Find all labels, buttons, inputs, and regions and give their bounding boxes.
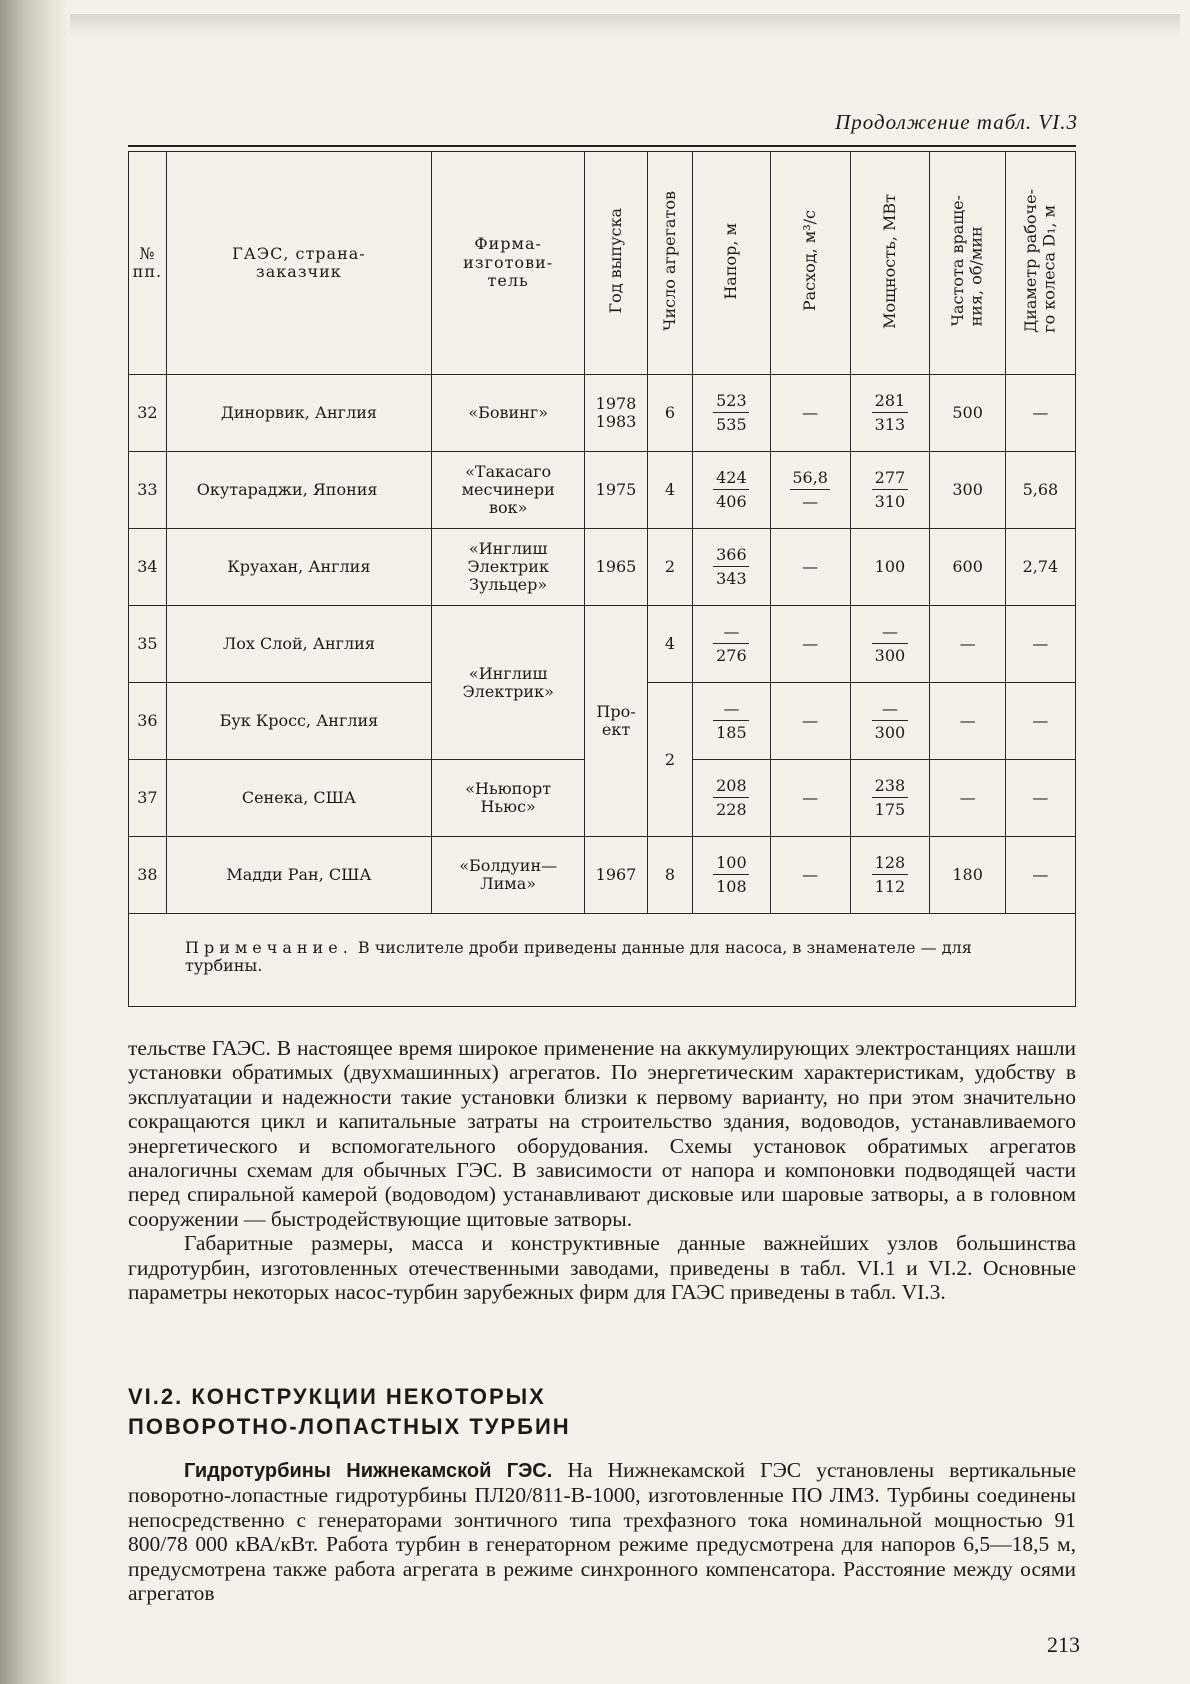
cell-diameter: — [1005,837,1075,914]
table-caption: Продолжение табл. VI.3 [835,110,1078,134]
cell-speed: 500 [930,375,1006,452]
cell-flow: — [770,683,850,760]
cell-units: 6 [647,375,692,452]
cell-diameter: 5,68 [1005,452,1075,529]
table-row [129,452,1076,529]
cell-speed: — [930,683,1006,760]
scan-streak [70,14,1180,36]
header-diameter: Диаметр рабоче- го колеса D₁, м [1005,152,1075,375]
cell-head: $\frac{366}{343}$ [693,529,771,606]
header-firm: Фирма- изготови- тель [432,152,585,375]
cell-head: $\frac{424}{406}$ [693,452,771,529]
cell-station: Динорвик, Англия [166,375,431,452]
cell-year: 1965 [585,529,648,606]
header-flow: Расход, м³/с [770,152,850,375]
cell-head: $\frac{523}{535}$ [693,375,771,452]
cell-power: $\frac{128}{112}$ [850,837,930,914]
cell-speed: — [930,606,1006,683]
cell-power: $\frac{—}{300}$ [850,606,930,683]
note-row [129,914,1076,1007]
cell-diameter: — [1005,606,1075,683]
body-text-1 [128,1036,1076,1304]
cell-station: Бук Кросс, Англия [166,683,431,760]
cell-firm: «Инглиш Электрик Зульцер» [432,529,585,606]
cell-station: Окутараджи, Япония [166,452,431,529]
cell-firm: «Такасаго месчинери вок» [432,452,585,529]
section-heading-line1: VI.2. КОНСТРУКЦИИ НЕКОТОРЫХ [128,1384,546,1409]
note-lead: Примечание. [185,938,353,958]
cell-units: 4 [647,452,692,529]
cell-no: 33 [129,452,167,529]
cell-no: 35 [129,606,167,683]
cell-units-merged: 2 [647,683,692,837]
header-units: Число агрегатов [647,152,692,375]
paragraph-dimensions: Габаритные размеры, масса и конструктивные данные важнейших узлов большинства гидротурбин, изготовленных отечественными заводами, приведены в табл. VI.1 и VI.2. Основные параметры некоторых насос-турбин зарубежных фирм для ГАЭС приведены в табл. VI.3. [128,1231,1076,1305]
header-year: Год выпуска [585,152,648,375]
cell-head: $\frac{100}{108}$ [693,837,771,914]
cell-units: 8 [647,837,692,914]
table-row [129,375,1076,452]
cell-head: $\frac{208}{228}$ [693,760,771,837]
paragraph-lead: Гидротурбины Нижнекамской ГЭС. [184,1460,553,1482]
cell-flow: — [770,837,850,914]
cell-year: 1978 1983 [585,375,648,452]
table-row [129,529,1076,606]
cell-flow: — [770,760,850,837]
cell-speed: — [930,760,1006,837]
body-text-2 [128,1458,1076,1605]
cell-year: 1975 [585,452,648,529]
cell-power: $\frac{281}{313}$ [850,375,930,452]
turbine-table [128,151,1076,1007]
cell-diameter: — [1005,375,1075,452]
cell-station: Мадди Ран, США [166,837,431,914]
cell-firm: «Болдуин— Лима» [432,837,585,914]
cell-speed: 180 [930,837,1006,914]
header-row [129,152,1076,375]
cell-power: $\frac{277}{310}$ [850,452,930,529]
cell-diameter: — [1005,683,1075,760]
cell-station: Круахан, Англия [166,529,431,606]
cell-firm: «Бовинг» [432,375,585,452]
cell-no: 37 [129,760,167,837]
table-row [129,837,1076,914]
section-heading-line2: ПОВОРОТНО-ЛОПАСТНЫХ ТУРБИН [128,1414,571,1439]
cell-year: 1967 [585,837,648,914]
paragraph-nizhnekamsk [128,1458,1076,1605]
cell-power: $\frac{—}{300}$ [850,683,930,760]
header-head: Напор, м [693,152,771,375]
table-note [129,914,1076,1007]
cell-units: 4 [647,606,692,683]
cell-diameter: 2,74 [1005,529,1075,606]
page-number: 213 [1047,1632,1080,1657]
paragraph-nizhnekamsk-text: На Нижнекамской ГЭС установлены вертикальные поворотно-лопастные гидротурбины ПЛ20/811-В-1000, изготовленные ПО ЛМЗ. Турбины соединены непосредственно с генераторами зонтичного типа трехфазного тока номинальной мощностью 91 800/78 000 кВА/кВт. Работа турбин в генераторном режиме предусмотрена для напоров 6,5—18,5 м, предусмотрена также работа агрегата в режиме синхронного компенсатора. Расстояние между осями агрегатов [128,1458,1077,1606]
cell-units: 2 [647,529,692,606]
cell-flow: — [770,606,850,683]
cell-head: $\frac{—}{276}$ [693,606,771,683]
cell-station: Лох Слой, Англия [166,606,431,683]
cell-speed: 300 [930,452,1006,529]
table-top-rule [128,145,1076,147]
section-heading [128,1382,828,1442]
cell-flow: $\frac{56,8}{—}$ [770,452,850,529]
note-text: В числителе дроби приведены данные для насоса, в знаменателе — для турбины. [185,938,972,975]
paragraph-continuation: тельстве ГАЭС. В настоящее время широкое применение на аккумулирующих электростанциях нашли установки обратимых (двухмашинных) агрегатов. По энергетическим характеристикам, удобству в эксплуатации и надежности такие установки близки к первому варианту, но при этом значительно сокращаются цикл и капитальные затраты на строительство здания, водоводов, устанавливаемого энергетического и вспомогательного оборудования. Схемы установок обратимых агрегатов аналогичны схемам для обычных ГЭС. В зависимости от напора и компоновки подводящей части перед спиральной камерой (водоводом) устанавливают дисковые или шаровые затворы, а в головном сооружении — быстродействующие щитовые затворы. [128,1036,1076,1231]
cell-year-merged: Про- ект [585,606,648,837]
cell-no: 32 [129,375,167,452]
cell-diameter: — [1005,760,1075,837]
cell-flow: — [770,375,850,452]
cell-flow: — [770,529,850,606]
cell-no: 34 [129,529,167,606]
cell-no: 38 [129,837,167,914]
cell-power: $\frac{238}{175}$ [850,760,930,837]
header-no: № пп. [129,152,167,375]
cell-firm-merged: «Инглиш Электрик» [432,606,585,760]
cell-station: Сенека, США [166,760,431,837]
page-edge-shadow [0,0,70,1684]
cell-head: $\frac{—}{185}$ [693,683,771,760]
cell-firm: «Ньюпорт Ньюс» [432,760,585,837]
cell-no: 36 [129,683,167,760]
cell-speed: 600 [930,529,1006,606]
header-speed: Частота враще- ния, об/мин [930,152,1006,375]
header-power: Мощность, МВт [850,152,930,375]
table-row [129,606,1076,683]
cell-power: 100 [850,529,930,606]
header-station: ГАЭС, страна- заказчик [166,152,431,375]
